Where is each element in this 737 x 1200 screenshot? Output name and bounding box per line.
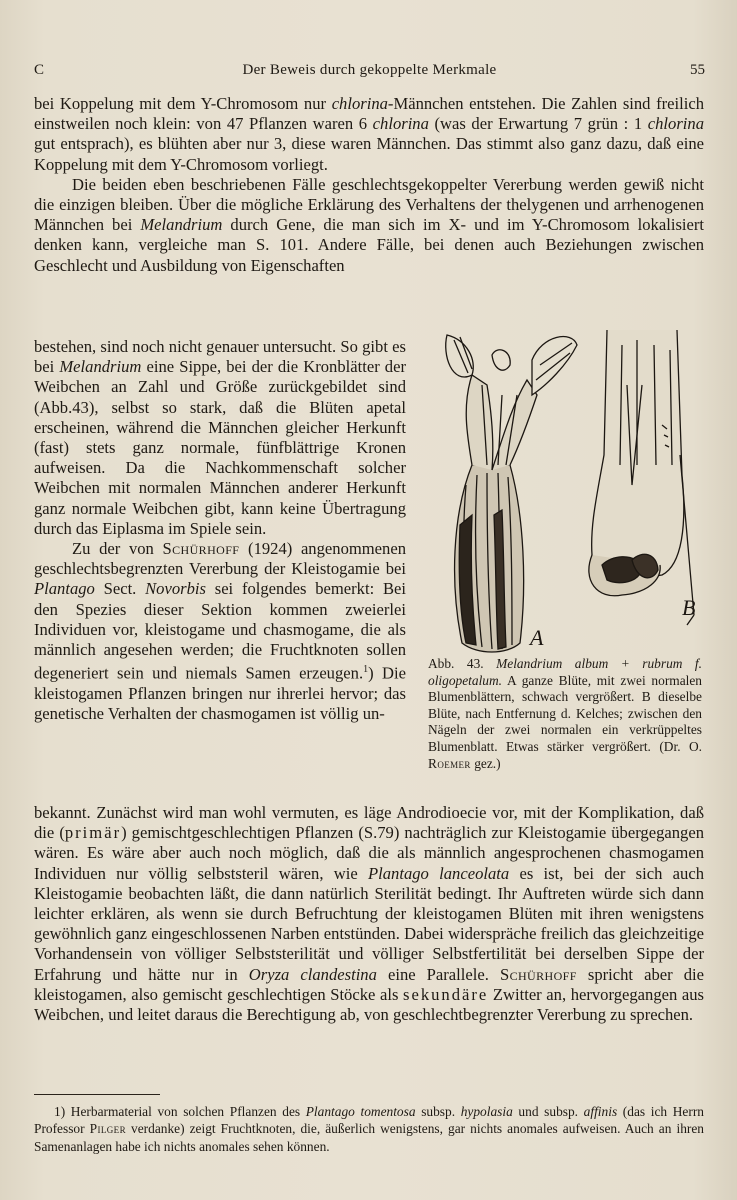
- paragraph-melandrium: bestehen, sind noch nicht genauer untersucht. So gibt es bei Melandrium eine Sippe, bei der die Kronblätter der Weibchen an Zahl und Größe zurückgebildet sind (Abb.43), selbst so stark, daß die Blüten apetal erscheinen, während die Männchen gleicher Herkunft (fast) stets ganz normale, fünfblättrige Kronen aufweisen. Da die Nachkommenschaft solcher Weibchen mit normalen Männchen anderer Herkunft ganz normale Weibchen gibt, kann keine Übertragung durch das Eiplasma im Spiele sein.: [34, 337, 406, 538]
- text-block-narrow: [34, 337, 406, 724]
- label-a: A: [530, 625, 544, 650]
- paragraph-sex-linked: Die beiden eben beschriebenen Fälle geschlechtsgekoppelter Vererbung werden gewiß nicht die einzigen bleiben. Über die mögliche Erklärung des Verhaltens der thelygenen und arrhenogenen Männchen bei Melandrium durch Gene, die man sich im X- und im Y-Chromosom lokalisiert denken kann, vergleiche man S. 101. Andere Fälle, bei denen auch Beziehungen zwischen Geschlecht und Ausbildung von Eigenschaften: [34, 174, 705, 275]
- running-title: Der Beweis durch gekoppelte Merkmale: [242, 62, 497, 78]
- paragraph-schuerhoff: Zu der von Schürhoff (1924) angenommenen geschlechtsbegrenzten Vererbung der Kleistogamie bei Plantago Sect. Novorbis sei folgendes bemerkt: Bei den Spezies dieser Sektion kommen zweierlei Individuen vor, kleistogame und chasmogame, die als männlich angesehen werden; die Fruchtknoten sollen degeneriert sein und niemals Samen erzeugen.$^1$) Die kleistogamen Pflanzen bringen nur ihrerlei hervor; das genetische Verhalten der chasmogamen ist völlig un-: [34, 539, 407, 724]
- page-number: 55: [690, 62, 705, 78]
- figure-caption: Abb. 43. Melandrium album + rubrum f. oligopetalum. A ganze Blüte, mit zwei normalen Blumenblättern, schwach vergrößert. B dieselbe Blüte, nach Entfernung d. Kelches; zwischen den Nägeln der zwei normalen ein verkrüppeltes Blumenblatt. Etwas stärker vergrößert. (Dr. O. Roemer gez.): [428, 656, 702, 771]
- footnote-rule: [34, 1094, 160, 1095]
- flower-illustration: [432, 325, 707, 655]
- text-block-bottom: [34, 803, 704, 1025]
- footnote: 1) Herbarmaterial von solchen Pflanzen des Plantago tomentosa subsp. hypolasia und subsp. affinis (das ich Herrn Professor Pilger verdanke) zeigt Fruchtknoten, die, äußerlich wenigstens, gar nichts anomales aufweisen. Auch an ihren Samenanlagen habe ich nichts anomales sehen können.: [34, 1104, 704, 1154]
- footnote-ref[interactable]: 1: [363, 664, 369, 676]
- figure-43: [432, 325, 707, 655]
- page-header: [34, 62, 705, 84]
- signature-mark: C: [34, 62, 45, 78]
- text-block-top: [34, 94, 704, 276]
- paragraph-androdioecie: bekannt. Zunächst wird man wohl vermuten, es läge Androdioecie vor, mit der Komplikation, daß die (primär) gemischtgeschlechtigen Pflanzen (S.79) nachträglich zur Kleistogamie übergegangen wären. Es wäre aber auch noch möglich, daß die als männlich angesprochenen chasmogamen Individuen nur völlig selbststeril wären, wie Plantago lanceolata es ist, bei der sich auch Kleistogamie beobachten läßt, die dann natürlich Sterilität bedingt. Ihr Auftreten würde sich dann leichter erklären, als wenn sie durch Befruchtung der kleistogamen Blüten mit ihren wenigstens gewöhnlich ganz eingeschlossenen Narben entstünden. Dabei widerspräche freilich das gleichzeitige Vorhandensein von völliger Selbststerilität und völliger Selbstfertilität bei derselben Sippe der Erfahrung und hätte nur in Oryza clandestina eine Parallele. Schürhoff spricht aber die kleistogamen, also gemischt geschlechtigen Stöcke als sekundäre Zwitter an, hervorgegangen aus Weibchen, und leitet daraus die Berechtigung ab, von geschlechtbegrenzter Vererbung zu sprechen.: [34, 803, 704, 1025]
- label-b: B: [682, 595, 696, 620]
- paragraph-chlorina: bei Koppelung mit dem Y-Chromosom nur chlorina-Männchen entstehen. Die Zahlen sind freilich einstweilen noch klein: von 47 Pflanzen waren 6 chlorina (was der Erwartung 7 grün : 1 chlorina gut entsprach), es blühten aber nur 3, diese waren Männchen. Das stimmt also ganz dazu, daß eine Koppelung mit dem Y-Chromosom vorliegt.: [34, 94, 705, 174]
